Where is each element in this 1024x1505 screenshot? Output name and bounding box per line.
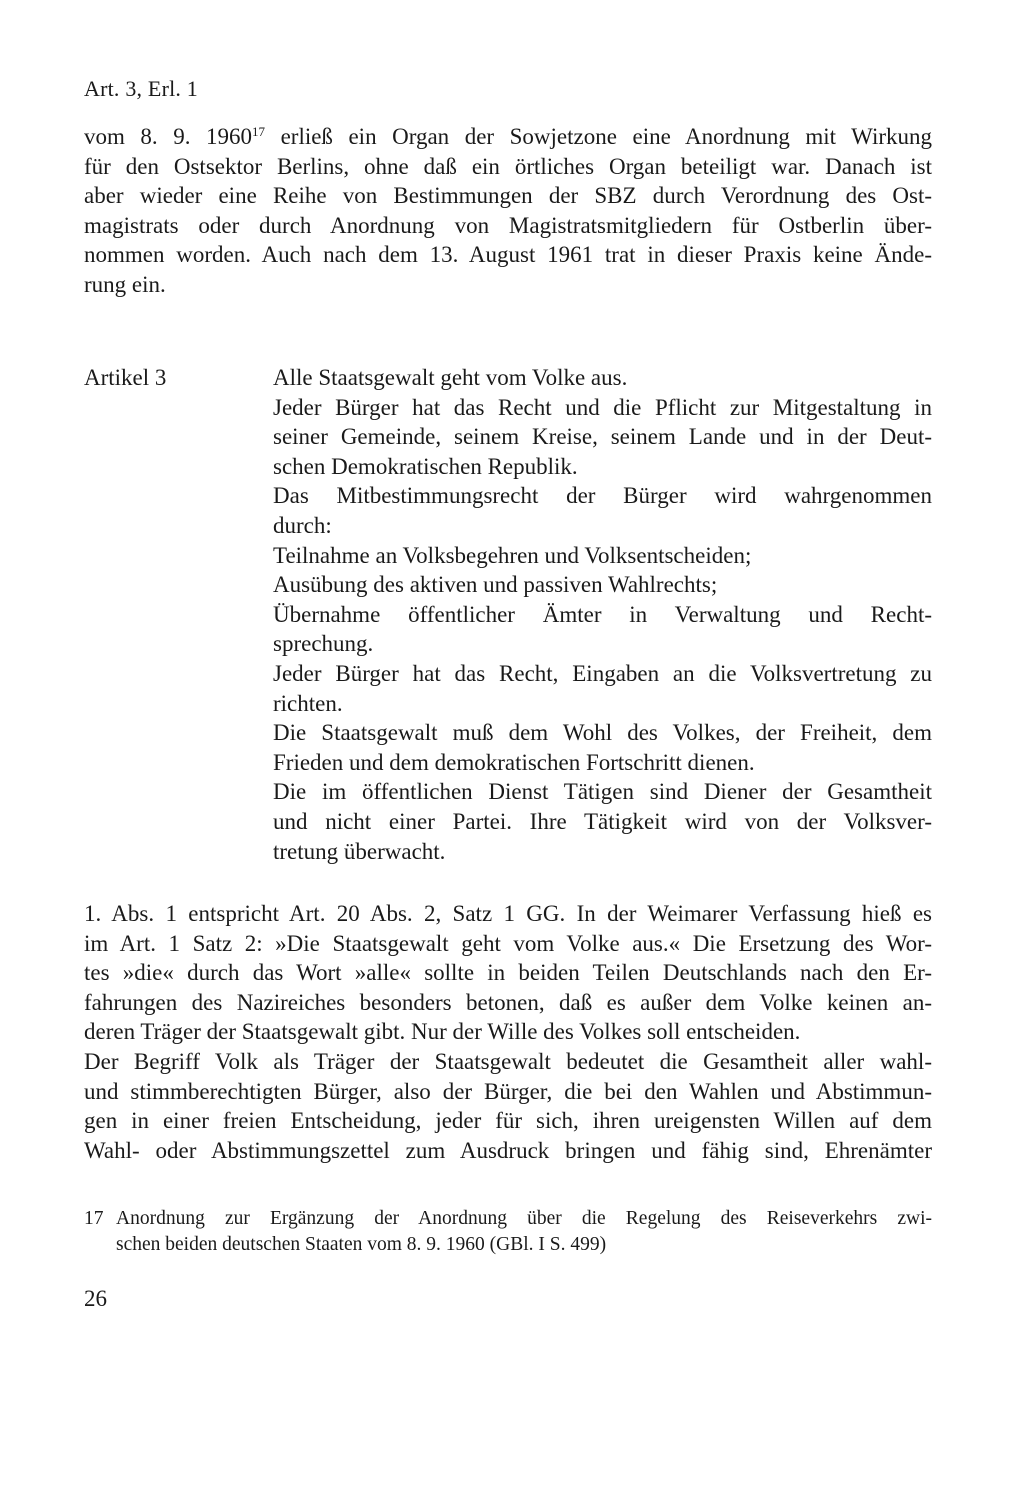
article-text — [273, 363, 932, 866]
article-line: Ausübung des aktiven und passiven Wahlrechts; — [273, 572, 718, 598]
commentary-line: im Art. 1 Satz 2: »Die Staatsgewalt geht vom Volke aus.« Die Ersetzung des Wor- — [84, 930, 932, 956]
intro-line-1 — [84, 122, 932, 152]
intro-line-6: rung ein. — [84, 271, 166, 297]
article-line: Übernahme öffentlicher Ämter in Verwaltung und Recht- — [273, 601, 932, 627]
commentary-line: Der Begriff Volk als Träger der Staatsgewalt bedeutet die Gesamtheit aller wahl- — [84, 1048, 932, 1074]
intro-paragraph — [84, 122, 932, 300]
intro-line-1-rest: erließ ein Organ der Sowjetzone eine Anordnung mit Wirkung — [265, 124, 933, 149]
commentary-line: und stimmberechtigten Bürger, also der Bürger, die bei den Wahlen und Abstimmun- — [84, 1078, 932, 1104]
footnote-number: 17 — [84, 1208, 104, 1229]
commentary-line: tes »die« durch das Wort »alle« sollte in beiden Teilen Deutschlands nach den Er- — [84, 960, 932, 986]
article-line: schen Demokratischen Republik. — [273, 453, 578, 479]
intro-line-2: für den Ostsektor Berlins, ohne daß ein örtliches Organ beteiligt war. Danach ist — [84, 153, 932, 179]
footnote-line: Anordnung zur Ergänzung der Anordnung über die Regelung des Reiseverkehrs zwi- — [116, 1208, 932, 1229]
intro-line-4: magistrats oder durch Anordnung von Magistratsmitgliedern für Ostberlin über- — [84, 212, 932, 238]
commentary-line: deren Träger der Staatsgewalt gibt. Nur der Wille des Volkes soll entscheiden. — [84, 1019, 801, 1045]
article-line: Die im öffentlichen Dienst Tätigen sind Diener der Gesamtheit — [273, 779, 932, 805]
commentary-line: gen in einer freien Entscheidung, jeder für sich, ihren ureigensten Willen auf dem — [84, 1108, 932, 1134]
article-line: und nicht einer Partei. Ihre Tätigkeit wird von der Volksver- — [273, 808, 932, 834]
article-line: Die Staatsgewalt muß dem Wohl des Volkes, der Freiheit, dem — [273, 720, 932, 746]
article-line: seiner Gemeinde, seinem Kreise, seinem Lande und in der Deut- — [273, 424, 932, 450]
article-line: Alle Staatsgewalt geht vom Volke aus. — [273, 365, 628, 390]
footnote-text — [116, 1206, 932, 1258]
commentary-line: fahrungen des Nazireiches besonders betonen, daß es außer dem Volke keinen an- — [84, 989, 932, 1015]
commentary-line: Wahl- oder Abstimmungszettel zum Ausdruck bringen und fähig sind, Ehrenämter — [84, 1137, 932, 1163]
article-line: tretung überwacht. — [273, 838, 446, 864]
article-line: Das Mitbestimmungsrecht der Bürger wird wahrgenommen — [273, 483, 932, 509]
intro-line-5: nommen worden. Auch nach dem 13. August 1961 trat in dieser Praxis keine Ände- — [84, 242, 932, 268]
commentary-line: 1. Abs. 1 entspricht Art. 20 Abs. 2, Satz 1 GG. In der Weimarer Verfassung hieß es — [84, 901, 932, 926]
article-line: sprechung. — [273, 631, 374, 657]
article-label: Artikel 3 — [84, 365, 167, 390]
article-line: Jeder Bürger hat das Recht, Eingaben an die Volksvertretung zu — [273, 660, 932, 686]
intro-line-3: aber wieder eine Reihe von Bestimmungen der SBZ durch Verordnung des Ost- — [84, 183, 932, 209]
article-line: Jeder Bürger hat das Recht und die Pflicht zur Mitgestaltung in — [273, 394, 932, 420]
intro-line-1-start: vom 8. 9. 1960 — [84, 124, 253, 149]
article-line: Teilnahme an Volksbegehren und Volksentscheiden; — [273, 542, 752, 568]
article-line: durch: — [273, 512, 332, 538]
footnote — [84, 1206, 932, 1258]
footnote-line: schen beiden deutschen Staaten vom 8. 9. 1960 (GBl. I S. 499) — [116, 1234, 607, 1255]
article-line: Frieden und dem demokratischen Fortschritt dienen. — [273, 749, 755, 775]
footnote-ref-17[interactable]: 17 — [252, 124, 266, 139]
commentary-paragraph — [84, 899, 932, 1165]
page-number: 26 — [84, 1286, 107, 1311]
running-head: Art. 3, Erl. 1 — [84, 76, 199, 101]
article-line: richten. — [273, 690, 343, 716]
